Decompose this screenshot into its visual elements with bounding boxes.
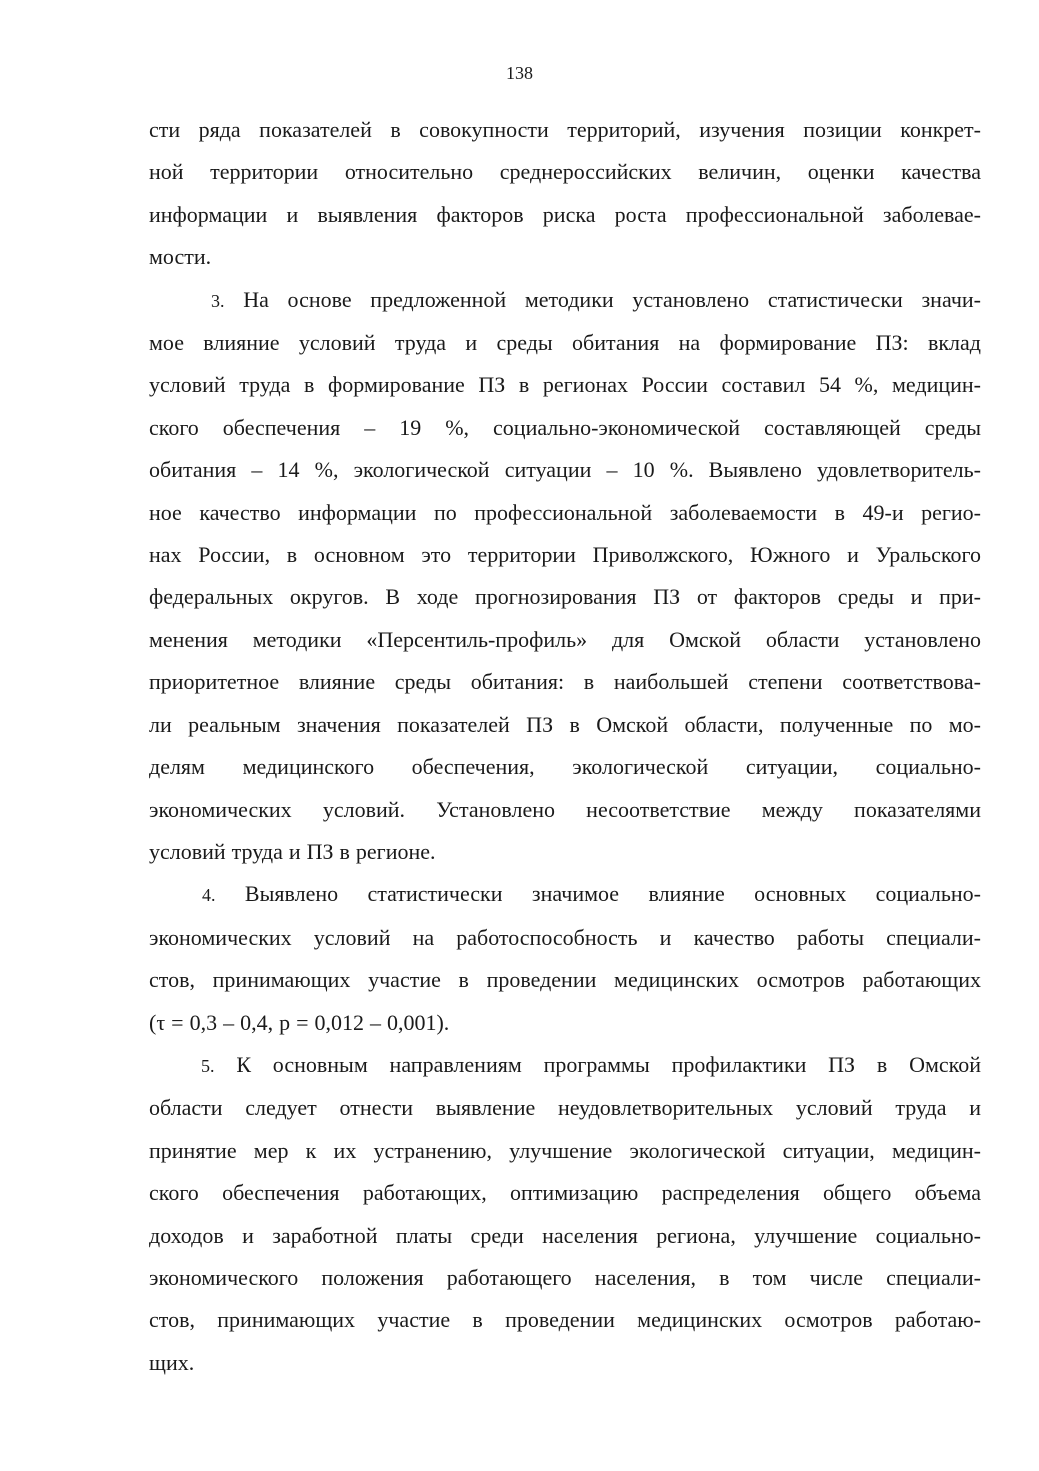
text-line: делям медицинского обеспечения, экологической ситуации, социально- [149,754,981,780]
text-line: ского обеспечения работающих, оптимизацию распределения общего объема [149,1180,981,1206]
text-line: области следует отнести выявление неудовлетворительных условий труда и [149,1095,981,1121]
text-line: ной территории относительно среднероссийских величин, оценки качества [149,159,981,185]
text-line-first [149,873,981,916]
text-line: (τ = 0,3 – 0,4, р = 0,012 – 0,001). [149,1009,450,1035]
text-line: менения методики «Персентиль-профиль» для Омской области установлено [149,626,981,652]
text-line: ского обеспечения – 19 %, социально-экономической составляющей среды [149,414,981,440]
paragraph-item-5 [149,1044,981,1384]
body-text [149,109,981,1384]
text-line: Выявлено статистически значимое влияние основных социально- [244,881,981,907]
text-line: ное качество информации по профессиональной заболеваемости в 49-и регио- [149,499,981,525]
text-line: мости. [149,244,212,270]
paragraph-continuation [149,109,981,279]
text-line: щих. [149,1349,195,1375]
text-line: информации и выявления факторов риска роста профессиональной заболевае- [149,201,981,227]
text-line: ли реальным значения показателей ПЗ в Омской области, полученные по мо- [149,711,981,737]
list-number: 3. [211,290,225,311]
text-line: мое влияние условий труда и среды обитания на формирование ПЗ: вклад [149,330,981,356]
text-line: принятие мер к их устранению, улучшение экологической ситуации, медицин- [149,1137,981,1163]
paragraph-item-3 [149,279,981,874]
list-number: 4. [202,885,216,906]
text-line: нах России, в основном это территории Приволжского, Южного и Уральского [149,542,981,568]
text-line: стов, принимающих участие в проведении медицинских осмотров работающих [149,967,981,993]
paragraph-item-4 [149,873,981,1044]
text-line: условий труда и ПЗ в регионе. [149,838,436,864]
text-line: федеральных округов. В ходе прогнозирования ПЗ от факторов среды и при- [149,584,981,610]
text-line: стов, принимающих участие в проведении медицинских осмотров работаю- [149,1307,981,1333]
text-line: сти ряда показателей в совокупности территорий, изучения позиции конкрет- [149,117,981,142]
text-line: экономических условий на работоспособность и качество работы специали- [149,924,981,950]
text-line: экономического положения работающего населения, в том числе специали- [149,1264,981,1290]
text-line: На основе предложенной методики установлено статистически значи- [243,286,982,312]
text-line: доходов и заработной платы среди населения региона, улучшение социально- [149,1222,981,1248]
page-number: 138 [506,63,533,83]
text-line-first [149,279,981,322]
text-line: К основным направлениям программы профилактики ПЗ в Омской [236,1051,981,1077]
list-number: 5. [201,1055,215,1076]
text-line: обитания – 14 %, экологической ситуации – 10 %. Выявлено удовлетворитель- [149,457,981,483]
text-line: приоритетное влияние среды обитания: в наибольшей степени соответствова- [149,669,981,695]
text-line-first [149,1044,981,1087]
text-line: экономических условий. Установлено несоответствие между показателями [149,796,981,822]
text-line: условий труда в формирование ПЗ в регионах России составил 54 %, медицин- [149,372,981,398]
